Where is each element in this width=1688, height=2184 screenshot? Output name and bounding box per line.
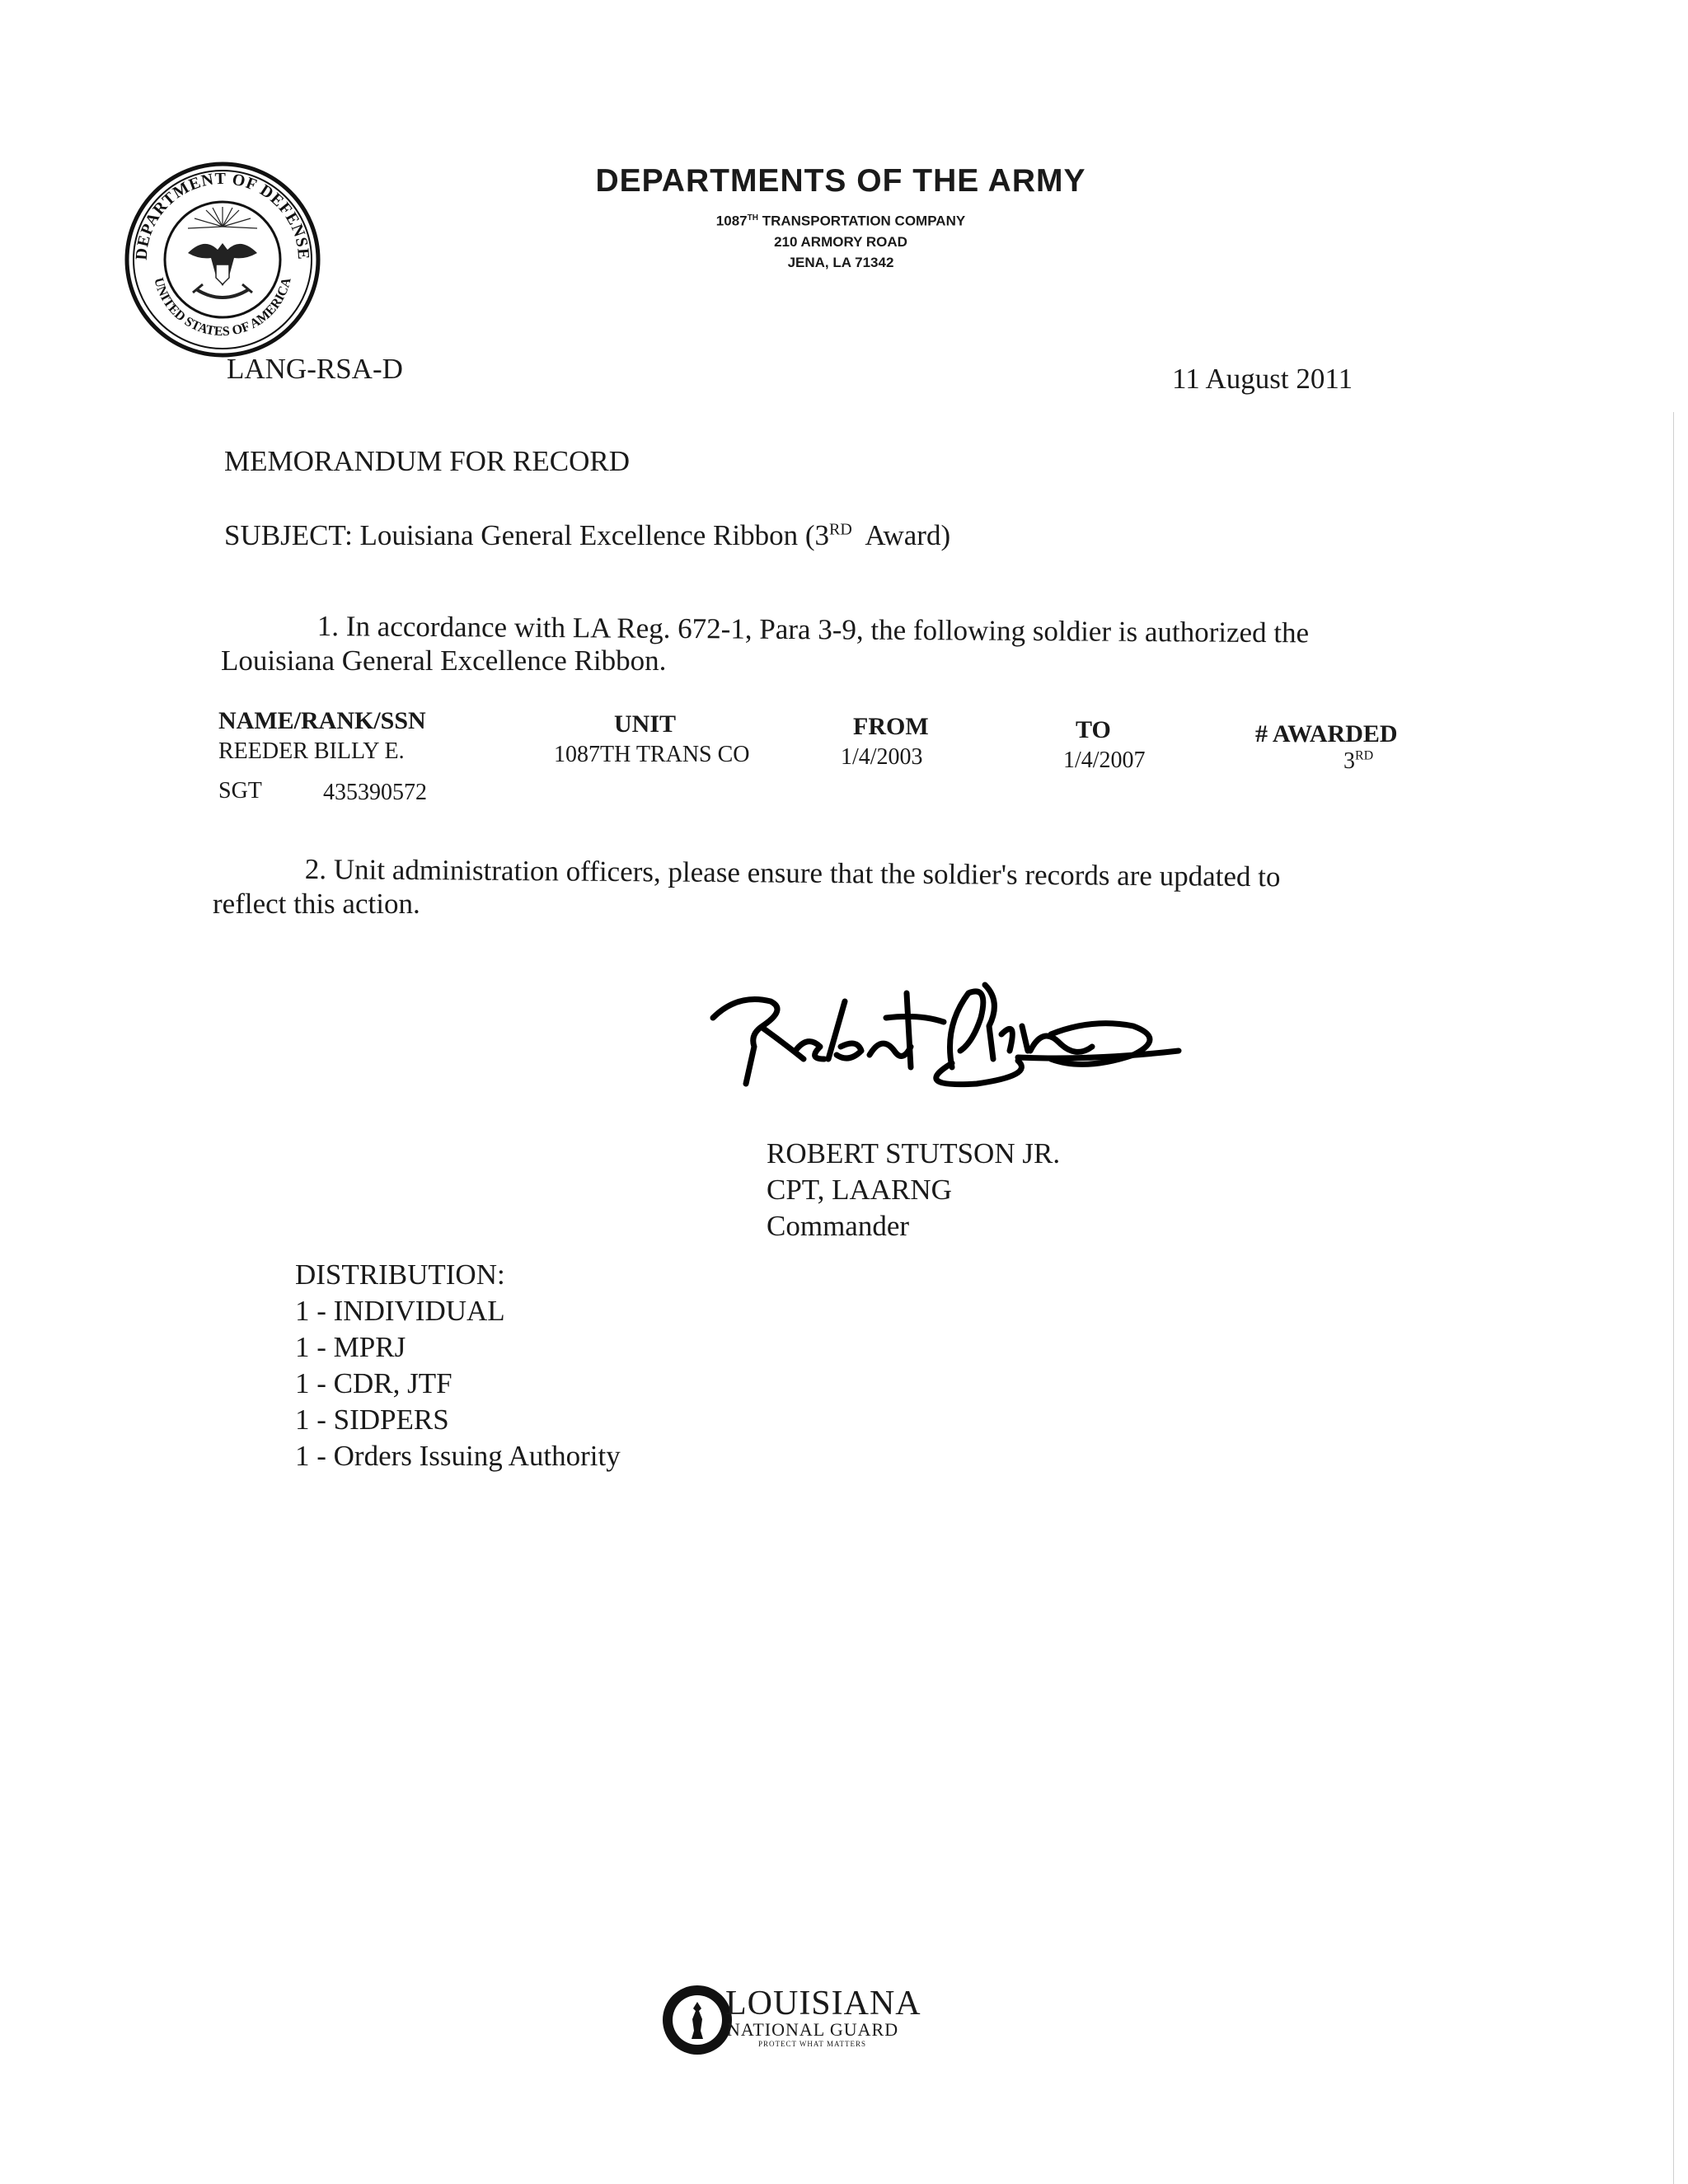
letterhead-title: DEPARTMENTS OF THE ARMY: [595, 163, 1086, 199]
letterhead-address: [528, 208, 1154, 273]
signature-block: [767, 1136, 1060, 1244]
paragraph-2-line-2: reflect this action.: [213, 888, 420, 920]
footer-logo-tagline: PROTECT WHAT MATTERS: [758, 2040, 867, 2048]
paragraph-1-line-1: 1. In accordance with LA Reg. 672-1, Para 3-9, the following soldier is authorized the: [316, 610, 1310, 649]
table-cell-awarded: 3RD: [1343, 748, 1374, 774]
table-header-to: TO: [1076, 716, 1111, 743]
signer-title: Commander: [767, 1210, 910, 1242]
signer-name: ROBERT STUTSON JR.: [767, 1137, 1061, 1169]
distribution-list: [295, 1257, 621, 1474]
table-cell-ssn: 435390572: [323, 780, 427, 805]
memo-title: MEMORANDUM FOR RECORD: [224, 445, 631, 477]
list-item: 1 - SIDPERS: [295, 1404, 449, 1436]
office-symbol: LANG-RSA-D: [227, 353, 403, 385]
table-header-name: NAME/RANK/SSN: [218, 707, 426, 734]
paragraph-2-line-1: 2. Unit administration officers, please ensure that the soldier's records are updated to: [304, 853, 1281, 893]
table-cell-name: REEDER BILLY E.: [218, 738, 405, 764]
list-item: 1 - Orders Issuing Authority: [295, 1440, 621, 1472]
footer-logo-line-1: LOUISIANA: [725, 1985, 921, 2022]
memo-subject: SUBJECT: Louisiana General Excellence Ribbon (3RD Award): [224, 519, 951, 551]
memo-date: 11 August 2011: [1172, 363, 1353, 395]
scan-edge-line: [1673, 412, 1674, 2184]
list-item: 1 - INDIVIDUAL: [295, 1295, 505, 1327]
letterhead-address-line-2: JENA, LA 71342: [787, 254, 894, 270]
louisiana-national-guard-seal-icon: [659, 1982, 735, 2058]
list-item: 1 - CDR, JTF: [295, 1367, 452, 1399]
svg-text:UNITED STATES OF AMERICA: UNITED STATES OF AMERICA: [151, 276, 294, 340]
table-cell-rank: SGT: [218, 778, 262, 804]
footer-logo-line-2: NATIONAL GUARD: [727, 2019, 899, 2040]
footer-logo-text: [725, 1986, 921, 2049]
table-header-unit: UNIT: [614, 710, 677, 738]
letterhead-unit-line: 1087TH TRANSPORTATION COMPANY: [715, 213, 966, 229]
signer-rank: CPT, LAARNG: [767, 1174, 952, 1206]
table-cell-from: 1/4/2003: [841, 744, 923, 770]
dod-seal-icon: [124, 161, 321, 359]
table-header-from: FROM: [853, 713, 929, 740]
handwritten-signature: [705, 968, 1183, 1100]
table-cell-unit: 1087TH TRANS CO: [554, 742, 750, 767]
list-item: 1 - MPRJ: [295, 1331, 406, 1363]
distribution-heading: DISTRIBUTION:: [295, 1258, 505, 1291]
svg-text:DEPARTMENT OF DEFENSE: DEPARTMENT OF DEFENSE: [132, 169, 313, 261]
table-cell-to: 1/4/2007: [1063, 748, 1146, 773]
letterhead-address-line-1: 210 ARMORY ROAD: [774, 233, 907, 250]
table-header-awarded: # AWARDED: [1255, 720, 1398, 748]
paragraph-1-line-2: Louisiana General Excellence Ribbon.: [221, 644, 667, 677]
